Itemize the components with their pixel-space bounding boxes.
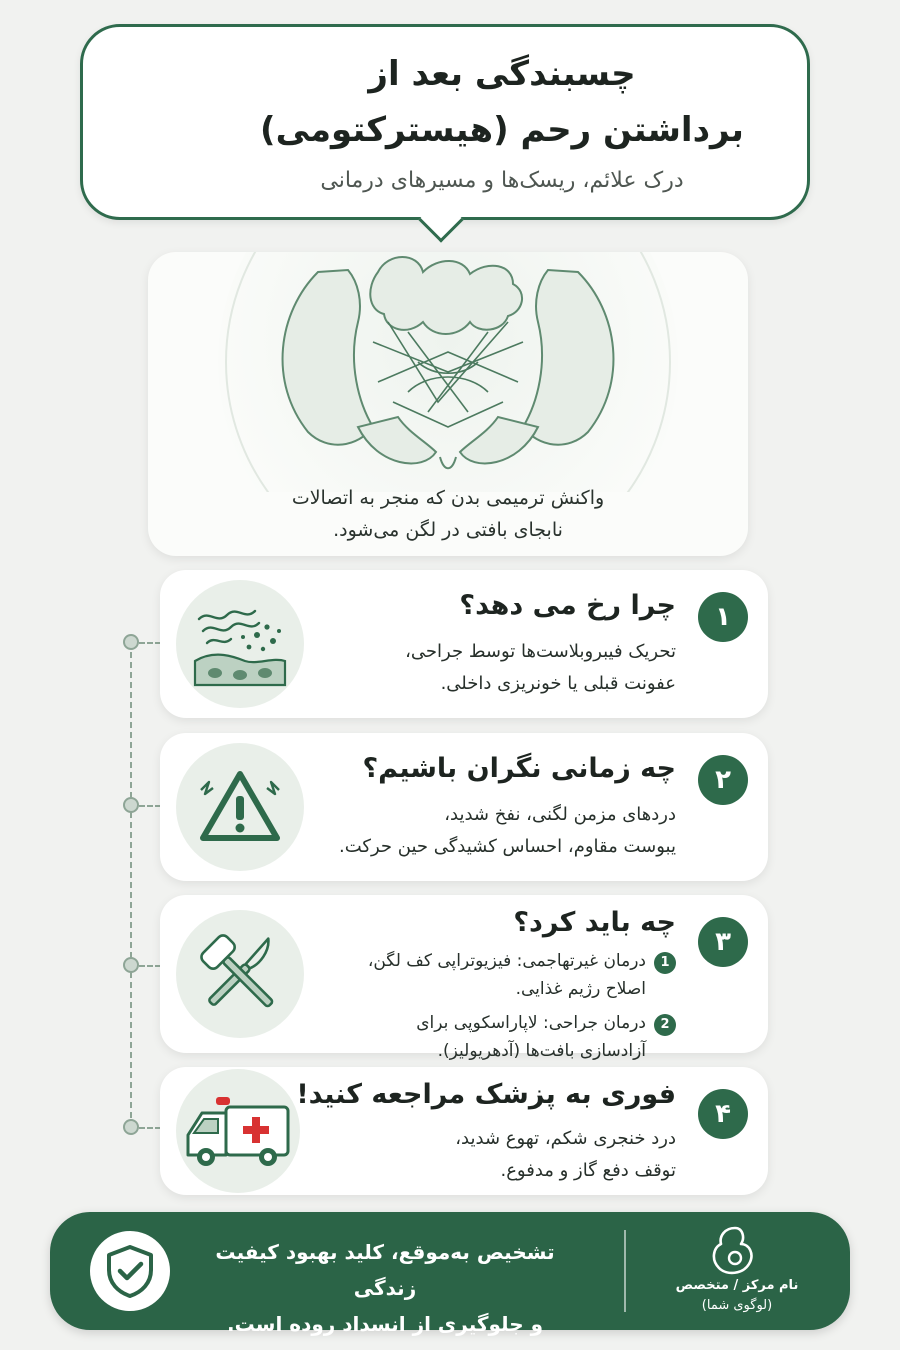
sub-item [276,947,676,1003]
step-title: چرا رخ می دهد؟ [459,590,676,621]
sub-text [416,1009,646,1065]
step-line: یبوست مقاوم، احساس کشیدگی حین حرکت. [339,836,676,857]
step-line: عفونت قبلی یا خونریزی داخلی. [440,673,676,694]
sub-line: درمان غیرتهاجمی: فیزیوتراپی کف لگن، [367,951,646,971]
step-line: توقف دفع گاز و مدفوع. [500,1160,676,1181]
sub-text [368,947,646,1003]
logo-placeholder-icon [705,1224,761,1276]
step-line: دردهای مزمن لگنی، نفخ شدید، [444,804,676,825]
logo-name: نام مرکز / متخصص [675,1278,799,1293]
step-icon-wrap [176,580,304,708]
sub-item [276,1009,676,1065]
shield-check-icon [101,1242,159,1300]
step-title: چه باید کرد؟ [513,907,676,938]
step-number-badge: ۴ [698,1089,748,1139]
footer-banner [50,1212,850,1336]
timeline-dot [123,797,139,813]
sub-line: درمان جراحی: لاپاراسکوپی برای [416,1013,646,1033]
title-line-2: برداشتن رحم (هیسترکتومی) [260,110,744,150]
step-title: فوری به پزشک مراجعه کنید! [296,1079,676,1110]
step-title: چه زمانی نگران باشیم؟ [362,753,676,784]
step-body [276,947,676,1071]
timeline-tick [139,965,161,967]
step-card-what-to-do [160,895,768,1061]
sub-number-badge: 2 [654,1014,676,1036]
page-title [222,46,782,158]
sub-line: آزادسازی بافت‌ها (آدهریولیز). [437,1041,646,1061]
timeline-dot [123,1119,139,1135]
step-card-emergency [160,1067,768,1195]
step-number-badge: ۳ [698,917,748,967]
timeline-tick [139,805,161,807]
step-number-badge: ۲ [698,755,748,805]
step-body [276,799,676,863]
step-body [296,636,676,700]
step-number-badge: ۱ [698,592,748,642]
timeline-tick [139,1127,161,1129]
timeline-dot [123,634,139,650]
anatomy-caption-line-2: نابجای بافتی در لگن می‌شود. [333,519,563,541]
tissue-layers-icon [185,589,295,699]
step-card-why [160,570,768,718]
timeline-line [130,642,132,1128]
page-subtitle: درک علائم، ریسک‌ها و مسیرهای درمانی [320,168,684,193]
step-line: درد خنجری شکم، تهوع شدید، [455,1128,676,1149]
sub-line: اصلاح رژیم غذایی. [515,979,646,999]
timeline-dot [123,957,139,973]
logo-note: (لوگوی شما) [701,1298,773,1313]
step-line: تحریک فیبروبلاست‌ها توسط جراحی، [405,641,676,662]
pelvis-adhesion-illustration [208,252,688,492]
footer-line-1: تشخیص به‌موقع، کلید بهبود کیفیت زندگی [215,1240,555,1300]
footer-divider [624,1230,626,1312]
step-body [296,1123,676,1187]
sub-number-badge: 1 [654,952,676,974]
anatomy-card [148,252,748,556]
footer-message [190,1234,580,1342]
anatomy-caption-line-1: واکنش ترمیمی بدن که منجر به اتصالات [291,487,605,509]
footer-shield-wrap [90,1231,170,1311]
step-card-when-worry [160,733,768,881]
title-line-1: چسبندگی بعد از [368,54,636,94]
footer-line-2: و جلوگیری از انسداد روده است. [227,1312,543,1336]
timeline-tick [139,642,161,644]
anatomy-caption [188,482,708,546]
